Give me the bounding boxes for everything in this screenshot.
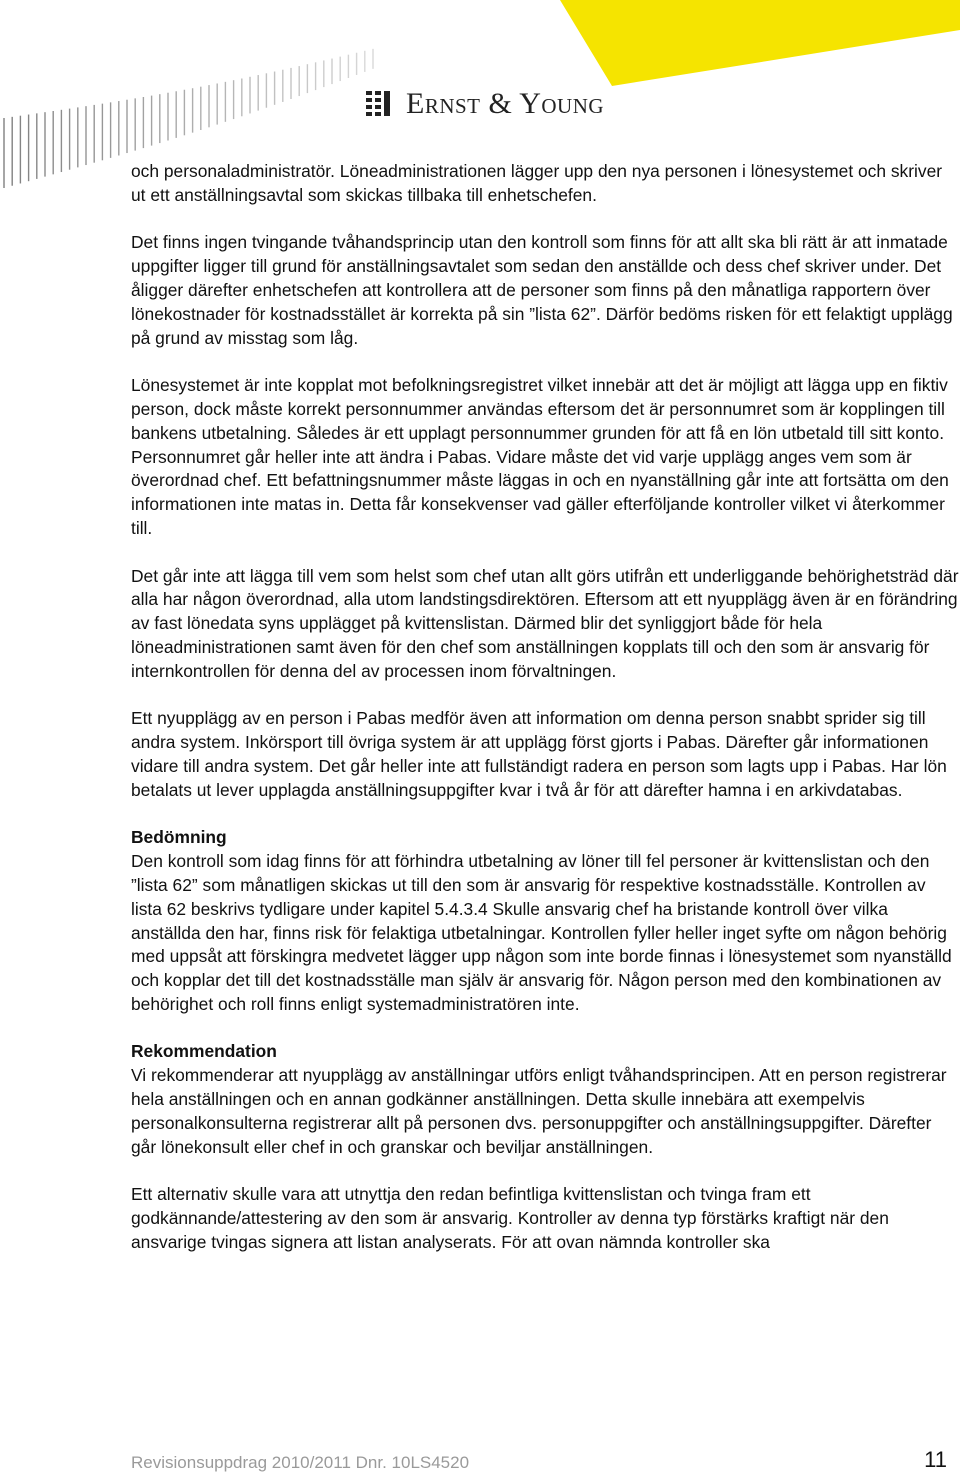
recommendation-section (131, 1040, 960, 1159)
paragraph-1: och personaladministratör. Löneadministrationen lägger upp den nya personen i lönesystemet och skriver ut ett anställningsavtal som skickas tillbaka till enhetschefen. (131, 161, 943, 205)
recommendation-paragraph-2: Ett alternativ skulle vara att utnyttja den redan befintliga kvittenslistan och tvinga fram ett godkännande/attestering av den som är ansvarig. Kontroller av denna typ förstärks kraftigt när den ansvarige tvingas signera att listan analyserats. För att ovan nämnda kontroller ska (131, 1184, 889, 1252)
paragraph-5: Ett nyupplägg av en person i Pabas medför även att information om denna person snabbt sprider sig till andra system. Inkörsport till övriga system är att upplägg först gjorts i Pabas. Därefter går informationen vidare till andra system. Det går heller inte att fullständigt radera en person som lagts upp i Pabas. Har lön betalats ut lever upplagda anställningsuppgifter kvar i två år för att därefter hamna i en arkivdatabas. (131, 708, 947, 800)
assessment-section (131, 826, 960, 1016)
recommendation-heading: Rekommendation (131, 1041, 277, 1062)
recommendation-text: Vi rekommenderar att nyupplägg av anställningar utförs enligt tvåhandsprincipen. Att en person registrerar hela anställningen och en annan godkänner anställningen. Detta skulle innebära att exempelvis personalkonsulterna registrerar allt på personen dvs. personuppgifter och anställningsuppgifter. Därefter går lönekonsult eller chef in och granskar och beviljar anställningen. (131, 1065, 947, 1157)
logo-text: Ernst & Young (406, 87, 605, 120)
page-footer (131, 1447, 960, 1477)
logo-bars-icon (366, 89, 400, 119)
paragraph-2: Det finns ingen tvingande tvåhandsprincip utan den kontroll som finns för att allt ska bli rätt är att inmatade uppgifter ligger till grund för anställningsavtalet som sedan den anställde och dess chef skriver under. Det åligger därefter enhetschefen att kontrollera att de personer som finns på den månatliga rapportern över lönekostnader för kostnadsstället är korrekta på sin ”lista 62”. Därför bedöms risken för ett felaktigt upplägg på grund av misstag som låg. (131, 232, 953, 348)
ernst-young-logo (366, 84, 604, 124)
paragraph-3: Lönesystemet är inte kopplat mot befolkningsregistret vilket innebär att det är möjligt att lägga upp en fiktiv person, dock måste korrekt personnummer användas eftersom det är personnumret som är kopplingen till bankens utbetalning. Således är ett upplagt personnummer grunden för att få en lön utbetald till sitt konto. Personnumret går heller inte att ändra i Pabas. Vidare måste det vid varje upplägg anges vem som är överordnad chef. Ett befattningsnummer måste läggas in och en nyanställning går inte att fortsätta om den informationen inte matas in. Detta får konsekvenser vad gäller efterföljande kontroller vilket vi återkommer till. (131, 375, 949, 538)
page-number: 11 (924, 1447, 947, 1472)
paragraph-4: Det går inte att lägga till vem som helst som chef utan allt görs utifrån ett underliggande behörighetsträd där alla har någon överordnad, alla utom landstingsdirektören. Eftersom att ett nyupplägg även är en förändring av fast lönedata syns upplägget på kvittenslistan. Därmed blir det synliggjort både för hela löneadministrationen samt även för den chef som anställningen kopplats till och den som är ansvarig för internkontrollen för denna del av processen inom förvaltningen. (131, 565, 959, 681)
footer-reference: Revisionsuppdrag 2010/2011 Dnr. 10LS4520 (131, 1453, 470, 1472)
assessment-text: Den kontroll som idag finns för att förhindra utbetalning av löner till fel personer är kvittenslistan och den ”lista 62” som månatligen skickas ut till den som är ansvarig för respektive kostnadsställe. Kontrollen av lista 62 beskrivs tydligare under kapitel 5.4.3.4 Skulle ansvarig chef ha bristande kontroll över vilka anställda den har, finns risk för felaktiga utbetalningar. Kontrollen fyller heller inget syfte om någon behörig med uppsåt att förskingra medvetet lägger upp någon som inte borde finnas i lönesystemet som nyanställd och kopplar det till det kostnadsställe man själv är ansvarig för. Någon person med den kombinationen av behörighet och roll finns enligt systemadministratören inte. (131, 851, 952, 1014)
yellow-swoosh-shape (560, 0, 960, 86)
assessment-heading: Bedömning (131, 827, 227, 848)
document-body (131, 160, 960, 1278)
